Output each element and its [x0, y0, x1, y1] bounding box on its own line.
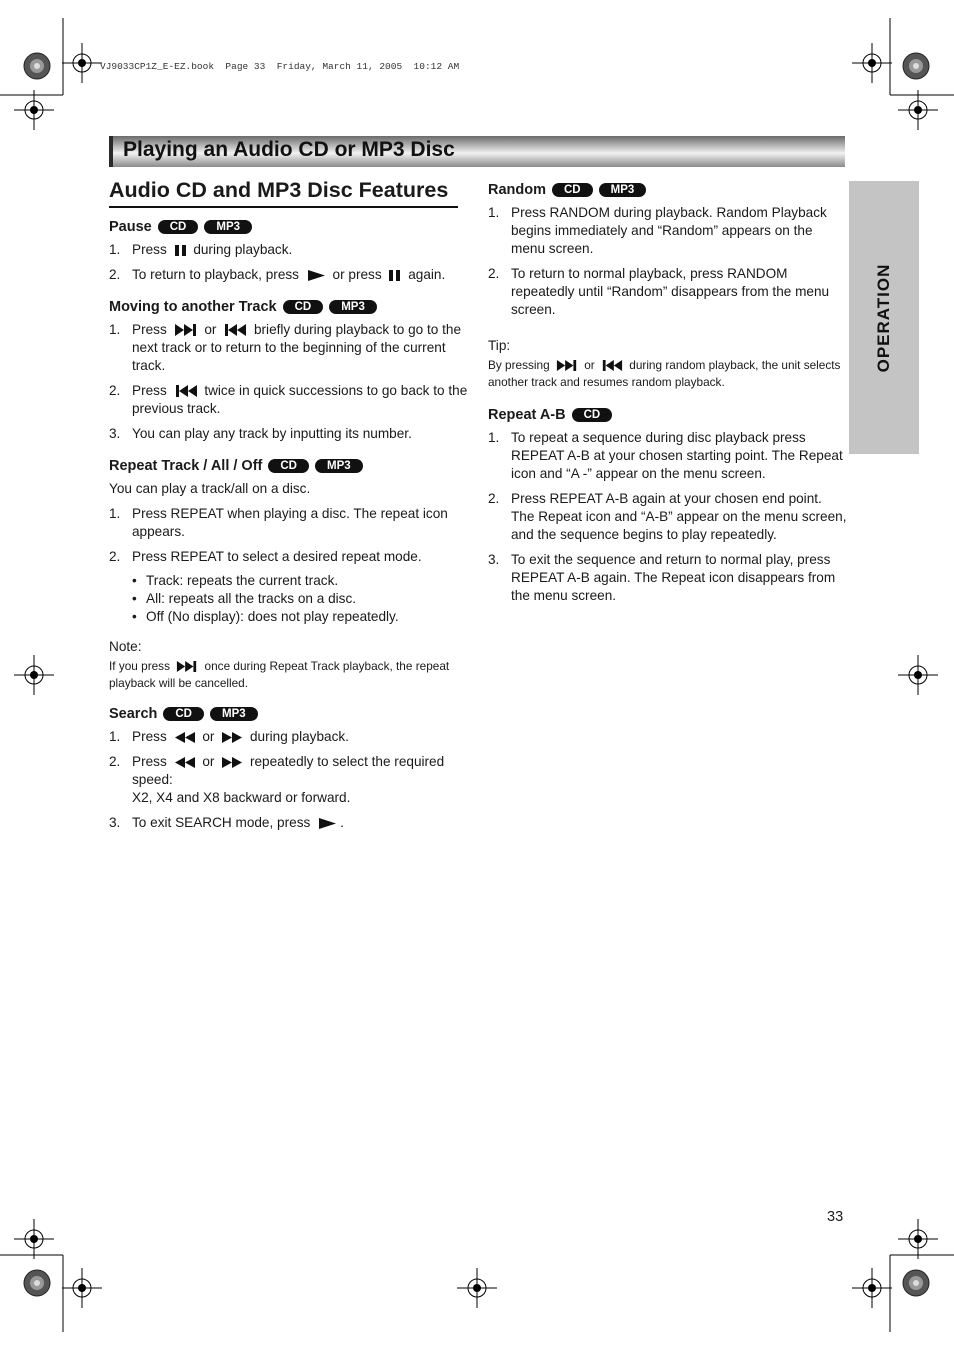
- tip-text-part: or: [584, 358, 595, 372]
- badge-group: [552, 183, 646, 197]
- note-text-part: once during Repeat Track playback, the repeat playback will be cancelled.: [109, 659, 450, 690]
- repeat-ab-title: Repeat A-B: [488, 407, 566, 423]
- repeat-intro: You can play a track/all on a disc.: [109, 481, 311, 496]
- step-text: Press: [132, 754, 167, 769]
- search-heading: [109, 705, 469, 723]
- step-text: repeatedly to select the required speed:: [132, 754, 445, 787]
- list-item: • All: repeats all the tracks on a disc.: [132, 590, 469, 608]
- note-text: [109, 658, 469, 691]
- badge-group: [268, 459, 362, 473]
- list-item: [109, 425, 469, 443]
- cd-badge: CD: [572, 408, 613, 422]
- mp3-badge: MP3: [329, 300, 377, 314]
- page-number: 33: [827, 1209, 844, 1225]
- cd-badge: CD: [268, 459, 309, 473]
- step-text: during playback.: [193, 242, 293, 257]
- mp3-badge: MP3: [204, 220, 252, 234]
- list-item: [109, 321, 469, 375]
- step-number: 1.: [488, 205, 500, 220]
- step-text: Press REPEAT A-B again at your chosen end point. The Repeat icon and “A-B” appear on the menu screen, and the sequence begins to play repeatedly.: [511, 491, 847, 542]
- step-text: To exit the sequence and return to normal play, press REPEAT A-B again. The Repeat icon disappears from the menu screen.: [511, 552, 836, 603]
- skip-next-icon: [174, 324, 198, 336]
- search-title: Search: [109, 706, 158, 722]
- list-item: [109, 505, 469, 541]
- step-number: 3.: [109, 815, 121, 830]
- repeat-ab-heading: [488, 406, 848, 424]
- step-number: 2.: [109, 754, 121, 769]
- list-item: • Off (No display): does not play repeatedly.: [132, 608, 469, 626]
- fast-forward-icon: [221, 757, 243, 768]
- cd-badge: CD: [158, 220, 199, 234]
- moving-heading: [109, 298, 469, 316]
- rewind-icon: [174, 732, 196, 743]
- step-text: or: [204, 322, 217, 337]
- repeat-title: Repeat Track / All / Off: [109, 458, 263, 474]
- step-number: 3.: [109, 426, 121, 441]
- side-tab-label: OPERATION: [874, 263, 893, 372]
- step-text: Press REPEAT to select a desired repeat mode.: [132, 549, 422, 564]
- rewind-icon: [174, 757, 196, 768]
- step-text: again.: [408, 267, 446, 282]
- left-column: [109, 218, 469, 846]
- step-text: or: [202, 729, 215, 744]
- pause-steps: [109, 241, 469, 284]
- moving-title: Moving to another Track: [109, 299, 277, 315]
- badge-group: [163, 707, 257, 721]
- badge-group: [572, 408, 613, 422]
- list-item: [109, 753, 469, 807]
- play-icon: [317, 818, 337, 829]
- step-text: or press: [332, 267, 382, 282]
- list-item: [488, 265, 848, 319]
- step-text: To repeat a sequence during disc playback press REPEAT A-B at your chosen starting point. The Repeat icon and “A -” appear on the menu screen.: [511, 430, 843, 481]
- step-text: Press: [132, 322, 167, 337]
- play-icon: [306, 270, 326, 281]
- list-item: [109, 241, 469, 259]
- list-item: [109, 728, 469, 746]
- badge-group: [158, 220, 252, 234]
- section-title-bar: [109, 136, 845, 167]
- random-section: [488, 181, 848, 390]
- step-text: Press: [132, 383, 167, 398]
- list-item: [109, 382, 469, 418]
- random-title: Random: [488, 182, 546, 198]
- list-item: [109, 548, 469, 626]
- skip-previous-icon: [174, 385, 198, 397]
- step-number: 3.: [488, 552, 500, 567]
- note-label: Note:: [109, 639, 142, 654]
- note-text-part: If you press: [109, 659, 170, 673]
- moving-steps: [109, 321, 469, 443]
- random-heading: [488, 181, 848, 199]
- pause-icon: [174, 245, 187, 256]
- list-item: • Track: repeats the current track.: [132, 572, 469, 590]
- repeat-mode-list: [132, 572, 469, 626]
- skip-previous-icon: [601, 360, 623, 371]
- step-text: twice in quick successions to go back to the previous track.: [132, 383, 468, 416]
- step-text: Press: [132, 242, 167, 257]
- step-number: 2.: [109, 549, 121, 564]
- step-text: To return to normal playback, press RANDOM repeatedly until “Random” disappears from the menu screen.: [511, 266, 830, 317]
- side-tab-operation: [849, 181, 919, 454]
- fast-forward-icon: [221, 732, 243, 743]
- list-item: [488, 204, 848, 258]
- step-number: 1.: [109, 242, 121, 257]
- step-number: 1.: [109, 506, 121, 521]
- step-text: .: [340, 815, 344, 830]
- badge-group: [283, 300, 377, 314]
- tip-text-part: By pressing: [488, 358, 550, 372]
- repeat-section: [109, 457, 469, 691]
- mp3-badge: MP3: [210, 707, 258, 721]
- pause-icon: [388, 270, 401, 281]
- repeat-heading: [109, 457, 469, 475]
- mp3-badge: MP3: [599, 183, 647, 197]
- step-text: To return to playback, press: [132, 267, 299, 282]
- repeat-ab-steps: [488, 429, 848, 605]
- moving-section: [109, 298, 469, 443]
- step-number: 1.: [109, 322, 121, 337]
- list-item: [488, 551, 848, 605]
- list-item: [488, 429, 848, 483]
- tip-text: [488, 357, 848, 390]
- step-text: You can play any track by inputting its number.: [132, 426, 412, 441]
- step-number: 2.: [109, 267, 121, 282]
- list-item: [488, 490, 848, 544]
- step-text: To exit SEARCH mode, press: [132, 815, 311, 830]
- page-title: Audio CD and MP3 Disc Features: [109, 178, 458, 208]
- skip-next-icon: [556, 360, 578, 371]
- cd-badge: CD: [552, 183, 593, 197]
- step-number: 1.: [488, 430, 500, 445]
- repeat-ab-section: [488, 406, 848, 605]
- pause-section: [109, 218, 469, 284]
- right-column: [488, 181, 848, 619]
- step-text: Press REPEAT when playing a disc. The repeat icon appears.: [132, 506, 448, 539]
- step-text: X2, X4 and X8 backward or forward.: [132, 790, 351, 805]
- tip-label: Tip:: [488, 338, 511, 353]
- random-steps: [488, 204, 848, 319]
- mp3-badge: MP3: [315, 459, 363, 473]
- skip-next-icon: [176, 661, 198, 672]
- step-text: or: [202, 754, 215, 769]
- tip-text-part: during random playback, the unit selects another track and resumes random playback.: [488, 358, 841, 389]
- step-number: 2.: [109, 383, 121, 398]
- step-text: briefly during playback to go to the next track or to return to the beginning of the current track.: [132, 322, 462, 373]
- pause-heading: [109, 218, 469, 236]
- step-text: Press: [132, 729, 167, 744]
- list-item: [109, 266, 469, 284]
- search-section: [109, 705, 469, 832]
- repeat-steps: [109, 505, 469, 626]
- step-text: Press RANDOM during playback. Random Playback begins immediately and “Random” appears on the menu screen.: [511, 205, 827, 256]
- cd-badge: CD: [283, 300, 324, 314]
- step-number: 2.: [488, 491, 500, 506]
- search-steps: [109, 728, 469, 832]
- pause-title: Pause: [109, 219, 152, 235]
- step-text: during playback.: [249, 729, 349, 744]
- skip-previous-icon: [223, 324, 247, 336]
- list-item: [109, 814, 469, 832]
- print-header-line: VJ9033CP1Z_E-EZ.book Page 33 Friday, March 11, 2005 10:12 AM: [100, 61, 460, 72]
- step-number: 2.: [488, 266, 500, 281]
- section-title: Playing an Audio CD or MP3 Disc: [123, 138, 455, 161]
- cd-badge: CD: [163, 707, 204, 721]
- step-number: 1.: [109, 729, 121, 744]
